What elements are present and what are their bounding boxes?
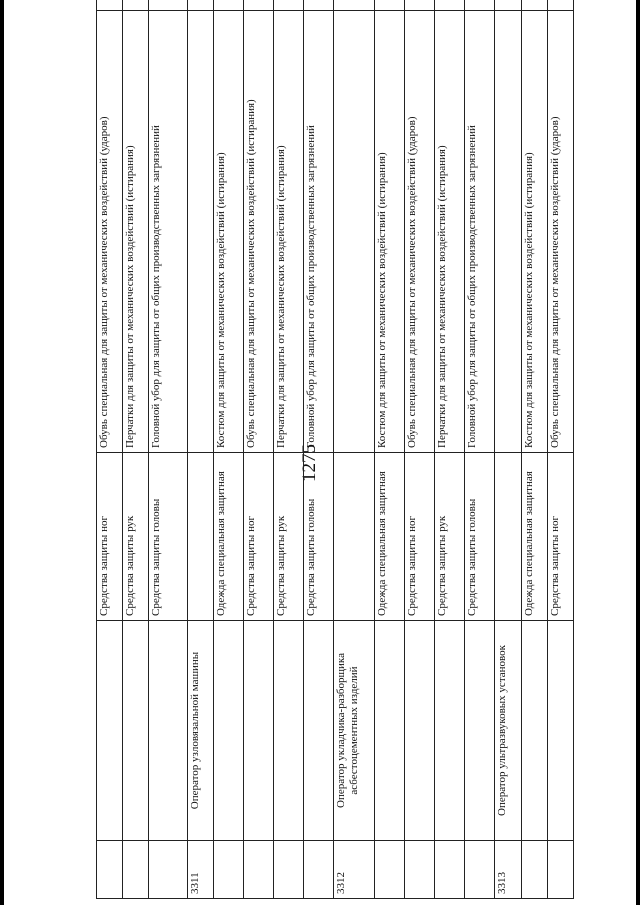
table-row — [123, 0, 149, 899]
table-row — [435, 0, 465, 899]
profession-cell — [149, 621, 187, 841]
item-cell: Перчатки для защиты от механических воздействий (истирания) — [435, 11, 465, 453]
table-row — [521, 0, 547, 899]
code-cell — [404, 841, 434, 899]
qty-cell — [123, 0, 149, 11]
profession-cell — [374, 621, 404, 841]
category-cell: Средства защиты ног — [97, 453, 123, 621]
code-cell — [521, 841, 547, 899]
document-page — [4, 0, 636, 905]
code-cell — [374, 841, 404, 899]
item-cell: Костюм для защиты от механических воздействий (истирания) — [374, 11, 404, 453]
category-cell: Средства защиты головы — [149, 453, 187, 621]
profession-cell — [435, 621, 465, 841]
table-row — [404, 0, 434, 899]
qty-cell — [547, 0, 573, 11]
table-row — [547, 0, 573, 899]
item-cell — [334, 11, 374, 453]
table-row — [274, 0, 304, 899]
profession-cell — [97, 621, 123, 841]
code-cell — [97, 841, 123, 899]
category-cell: Средства защиты ног — [243, 453, 273, 621]
qty-cell — [243, 0, 273, 11]
profession-cell — [521, 621, 547, 841]
qty-cell — [465, 0, 495, 11]
category-cell: Средства защиты ног — [404, 453, 434, 621]
profession-cell — [304, 621, 334, 841]
profession-cell — [404, 621, 434, 841]
item-cell: Головной убор для защиты от общих производственных загрязнений — [149, 11, 187, 453]
category-cell: Средства защиты головы — [465, 453, 495, 621]
code-cell — [304, 841, 334, 899]
table-row — [495, 0, 521, 899]
item-cell: Перчатки для защиты от механических воздействий (истирания) — [123, 11, 149, 453]
qty-cell — [495, 0, 521, 11]
qty-cell — [97, 0, 123, 11]
code-cell — [149, 841, 187, 899]
category-cell: Одежда специальная защитная — [374, 453, 404, 621]
code-cell — [274, 841, 304, 899]
qty-cell — [404, 0, 434, 11]
qty-cell — [334, 0, 374, 11]
table-row — [187, 0, 213, 899]
code-cell: 3313 — [495, 841, 521, 899]
item-cell — [495, 11, 521, 453]
code-cell — [465, 841, 495, 899]
category-cell — [334, 453, 374, 621]
qty-cell — [435, 0, 465, 11]
table-row — [97, 0, 123, 899]
qty-cell — [521, 0, 547, 11]
profession-cell — [123, 621, 149, 841]
item-cell: Головной убор для защиты от общих производственных загрязнений — [304, 11, 334, 453]
category-cell: Средства защиты головы — [304, 453, 334, 621]
profession-cell — [243, 621, 273, 841]
item-cell: Перчатки для защиты от механических воздействий (истирания) — [274, 11, 304, 453]
profession-cell — [547, 621, 573, 841]
category-cell: Одежда специальная защитная — [213, 453, 243, 621]
ppe-table-frame — [96, 0, 574, 899]
qty-cell — [213, 0, 243, 11]
category-cell: Средства защиты рук — [123, 453, 149, 621]
table-row — [213, 0, 243, 899]
table-row — [243, 0, 273, 899]
code-cell — [243, 841, 273, 899]
profession-cell — [465, 621, 495, 841]
profession-cell: Оператор укладчика-разборщика асбестоцементных изделий — [334, 621, 374, 841]
item-cell: Костюм для защиты от механических воздействий (истирания) — [213, 11, 243, 453]
code-cell — [547, 841, 573, 899]
qty-cell — [304, 0, 334, 11]
category-cell: Средства защиты ног — [547, 453, 573, 621]
code-cell — [213, 841, 243, 899]
item-cell: Головной убор для защиты от общих производственных загрязнений — [465, 11, 495, 453]
item-cell — [187, 11, 213, 453]
ppe-table — [96, 0, 574, 899]
table-row — [304, 0, 334, 899]
category-cell — [187, 453, 213, 621]
qty-cell — [149, 0, 187, 11]
table-row — [149, 0, 187, 899]
category-cell: Средства защиты рук — [435, 453, 465, 621]
page-number: 1275 — [299, 444, 320, 482]
item-cell: Обувь специальная для защиты от механических воздействий (ударов) — [547, 11, 573, 453]
code-cell: 3312 — [334, 841, 374, 899]
profession-cell — [274, 621, 304, 841]
category-cell: Средства защиты рук — [274, 453, 304, 621]
table-row — [374, 0, 404, 899]
qty-cell — [374, 0, 404, 11]
category-cell: Одежда специальная защитная — [521, 453, 547, 621]
item-cell: Обувь специальная для защиты от механических воздействий (ударов) — [97, 11, 123, 453]
profession-cell: Оператор ультразвуковых установок — [495, 621, 521, 841]
qty-cell — [274, 0, 304, 11]
code-cell — [123, 841, 149, 899]
profession-cell: Оператор узловязальной машины — [187, 621, 213, 841]
category-cell — [495, 453, 521, 621]
table-row — [465, 0, 495, 899]
profession-cell — [213, 621, 243, 841]
item-cell: Обувь специальная для защиты от механических воздействий (ударов) — [404, 11, 434, 453]
qty-cell — [187, 0, 213, 11]
code-cell: 3311 — [187, 841, 213, 899]
code-cell — [435, 841, 465, 899]
item-cell: Обувь специальная для защиты от механических воздействий (истирания) — [243, 11, 273, 453]
table-row — [334, 0, 374, 899]
item-cell: Костюм для защиты от механических воздействий (истирания) — [521, 11, 547, 453]
